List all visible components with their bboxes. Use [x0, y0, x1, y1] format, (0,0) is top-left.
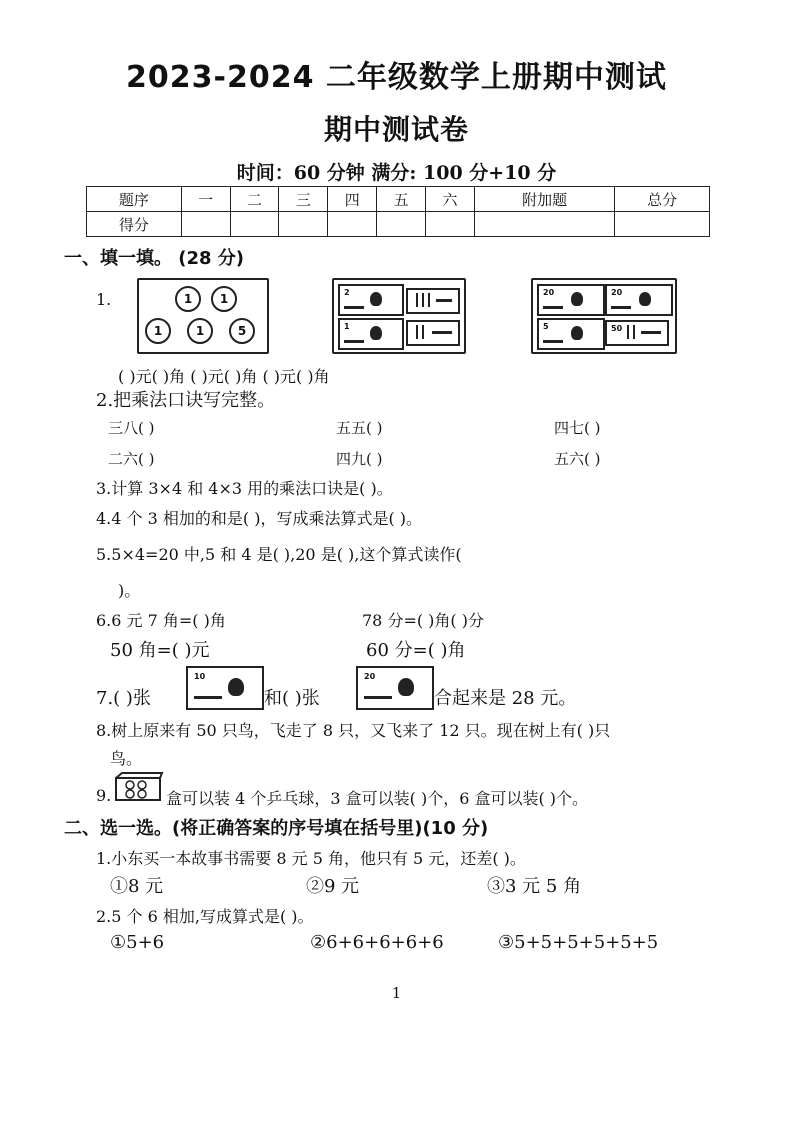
q4-text: 4.4 个 3 相加的和是( )，写成乘法算式是( )。	[96, 509, 423, 528]
q7-part1: 7.( )张	[96, 688, 151, 709]
ping-pong-box-icon	[112, 772, 166, 802]
score-input-cell[interactable]	[474, 212, 614, 237]
s2-q1-option[interactable]: ①8 元	[110, 876, 164, 897]
score-table-header-row	[87, 187, 710, 212]
q6-c: 50 角=( )元	[110, 640, 210, 661]
s2-q2-text: 2.5 个 6 相加,写成算式是( )。	[96, 907, 314, 926]
banknote-box-2	[531, 278, 677, 354]
banknote-value: 20	[611, 288, 623, 297]
score-table-cell: 一	[181, 187, 230, 212]
q1-number: 1.	[96, 290, 112, 309]
banknote-icon	[406, 288, 460, 314]
q5-text-end: )。	[118, 581, 141, 600]
coin-icon: 1	[211, 286, 237, 312]
score-table-score-row	[87, 212, 710, 237]
score-input-cell[interactable]	[181, 212, 230, 237]
q7-part2: 和( )张	[264, 688, 320, 709]
score-table-cell: 题序	[87, 187, 182, 212]
score-input-cell[interactable]	[377, 212, 426, 237]
q2-item: 五五( )	[336, 419, 383, 437]
coin-icon: 5	[229, 318, 255, 344]
q1-answer-line: ( )元( )角 ( )元( )角 ( )元( )角	[118, 367, 330, 386]
score-table-cell: 四	[328, 187, 377, 212]
banknote-icon	[537, 284, 605, 316]
q8-text-end: 鸟。	[110, 749, 143, 768]
q6-b: 78 分=( )角( )分	[362, 611, 484, 630]
score-table-cell: 二	[230, 187, 279, 212]
score-input-cell[interactable]	[230, 212, 279, 237]
score-input-cell[interactable]	[279, 212, 328, 237]
banknote-icon	[537, 318, 605, 350]
banknote-box-1	[332, 278, 466, 354]
score-table-cell: 六	[426, 187, 475, 212]
q3-text: 3.计算 3×4 和 4×3 用的乘法口诀是( )。	[96, 479, 393, 498]
q9-number: 9.	[96, 786, 112, 805]
q2-item: 四九( )	[336, 450, 383, 468]
page-subtitle: 期中测试卷	[323, 113, 469, 146]
coin-icon: 1	[187, 318, 213, 344]
score-table-cell: 得分	[87, 212, 182, 237]
q2-title: 2.把乘法口诀写完整。	[96, 390, 276, 411]
score-input-cell[interactable]	[426, 212, 475, 237]
s2-q1-option[interactable]: ②9 元	[306, 876, 360, 897]
s2-q1-option[interactable]: ③3 元 5 角	[487, 876, 582, 897]
banknote-value: 10	[194, 672, 206, 681]
banknote-value: 50	[611, 324, 623, 333]
banknote-value: 20	[543, 288, 555, 297]
s2-q2-option[interactable]: ①5+6	[110, 932, 165, 953]
q2-item: 五六( )	[554, 450, 601, 468]
s2-q1-text: 1.小东买一本故事书需要 8 元 5 角，他只有 5 元，还差( )。	[96, 849, 526, 868]
score-table-cell: 三	[279, 187, 328, 212]
banknote-20-icon	[356, 666, 434, 710]
section1-heading: 一、填一填。 (28 分)	[64, 248, 245, 269]
q9-text: 盒可以装 4 个乒乓球，3 盒可以装( )个，6 盒可以装( )个。	[166, 789, 589, 808]
page-number: 1	[391, 984, 402, 1002]
banknote-icon	[406, 320, 460, 346]
exam-info: 时间：60 分钟 满分: 100 分+10 分	[236, 162, 557, 184]
s2-q2-option[interactable]: ②6+6+6+6+6	[310, 932, 444, 953]
banknote-value: 2	[344, 288, 350, 297]
coin-icon: 1	[145, 318, 171, 344]
q2-item: 三八( )	[108, 419, 155, 437]
score-table-cell: 五	[377, 187, 426, 212]
q7-part3: 合起来是 28 元。	[434, 688, 577, 709]
q2-item: 二六( )	[108, 450, 155, 468]
section2-heading: 二、选一选。(将正确答案的序号填在括号里)(10 分)	[64, 818, 489, 839]
score-table	[86, 186, 710, 237]
banknote-10-icon	[186, 666, 264, 710]
s2-q2-option[interactable]: ③5+5+5+5+5+5	[498, 932, 659, 953]
banknote-value: 20	[364, 672, 376, 681]
q6-d: 60 分=( )角	[366, 640, 466, 661]
banknote-icon	[338, 284, 404, 316]
coin-icon: 1	[175, 286, 201, 312]
banknote-icon	[605, 320, 669, 346]
score-table-cell: 总分	[615, 187, 710, 212]
page-title: 2023-2024 二年级数学上册期中测试	[126, 60, 667, 95]
banknote-icon	[338, 318, 404, 350]
score-table-cell: 附加题	[474, 187, 614, 212]
score-input-cell[interactable]	[615, 212, 710, 237]
banknote-icon	[605, 284, 673, 316]
q8-text: 8.树上原来有 50 只鸟，飞走了 8 只，又飞来了 12 只。现在树上有( )只	[96, 721, 611, 740]
coin-box	[137, 278, 269, 354]
q2-item: 四七( )	[554, 419, 601, 437]
q6-a: 6.6 元 7 角=( )角	[96, 611, 226, 630]
q5-text: 5.5×4=20 中,5 和 4 是( ),20 是( ),这个算式读作(	[96, 545, 462, 564]
banknote-value: 5	[543, 322, 549, 331]
score-input-cell[interactable]	[328, 212, 377, 237]
banknote-value: 1	[344, 322, 350, 331]
